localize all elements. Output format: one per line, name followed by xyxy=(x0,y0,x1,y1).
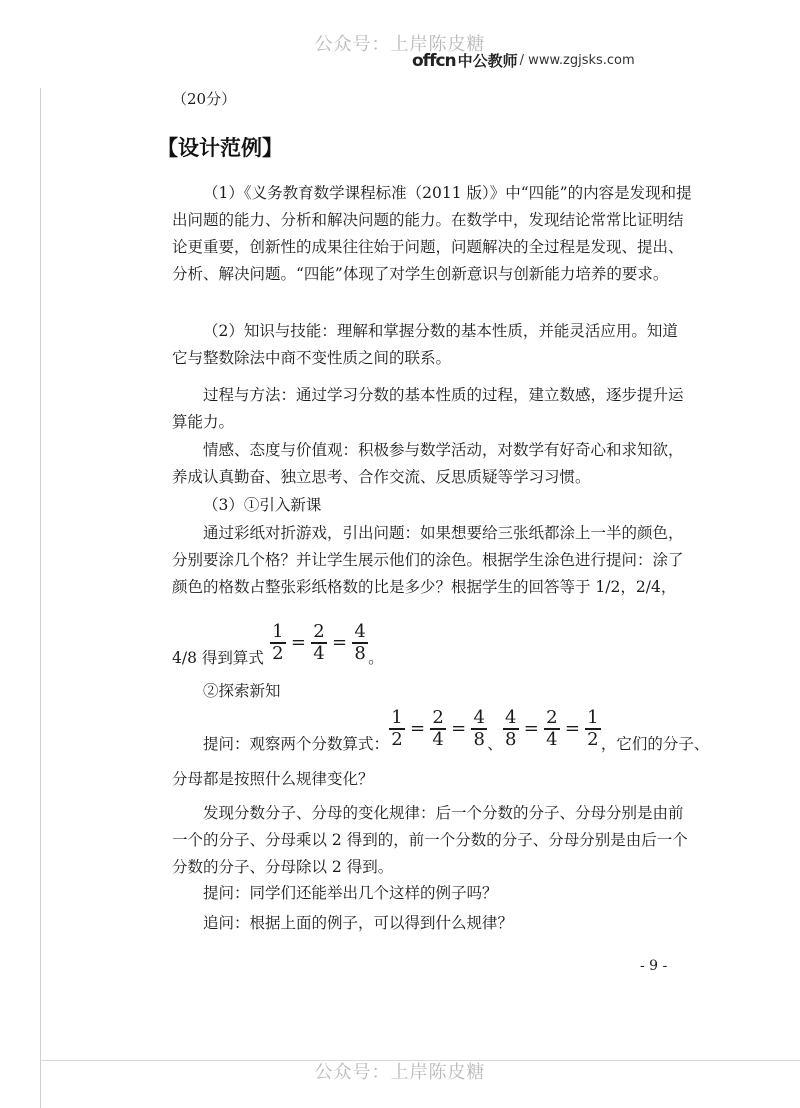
paragraph-rule-discovery: 发现分数分子、分母的变化规律：后一个分数的分子、分母分别是由前一个的分子、分母乘以 2 得到的，前一个分数的分子、分母分别是由后一个分数的分子、分母除以 2 得到。 xyxy=(172,804,688,876)
equals-sign: = xyxy=(564,718,580,740)
brand-logo: offcn xyxy=(412,50,456,71)
fraction-equation-3 xyxy=(503,708,601,750)
paragraph-intro-activity: 通过彩纸对折游戏，引出问题：如果想要给三张纸都涂上一半的颜色，分别要涂几个格？并让学生展示他们的涂色。根据学生涂色进行提问：涂了颜色的格数占整张彩纸格数的比是多少？根据学生的回答等于 1/2，2/4， xyxy=(172,524,684,596)
equation-prefix: 4/8 得到算式 xyxy=(172,648,264,667)
watermark-top: 公众号：上岸陈皮糖 xyxy=(314,34,486,55)
fraction xyxy=(352,622,368,664)
equals-sign: = xyxy=(331,632,348,654)
fraction-denominator: 4 xyxy=(546,728,558,750)
equation-line-2 xyxy=(172,707,763,760)
brand-name: 中公教师 xyxy=(457,52,518,70)
fraction-denominator: 2 xyxy=(587,728,599,750)
paragraph-intro-heading: （3）①引入新课 xyxy=(203,496,322,514)
fraction-numerator: 2 xyxy=(313,621,325,642)
page-edge xyxy=(40,88,41,1108)
section-heading: 【设计范例】 xyxy=(157,136,283,160)
paragraph-question-examples: 提问：同学们还能举出几个这样的例子吗？ xyxy=(203,884,498,902)
equals-sign: = xyxy=(451,718,467,740)
fraction xyxy=(389,708,405,750)
question-separator: 、 xyxy=(487,734,503,753)
fraction-denominator: 8 xyxy=(473,728,485,750)
fraction xyxy=(585,708,601,750)
paragraph-process-method: 过程与方法：通过学习分数的基本性质的过程，建立数感，逐步提升运算能力。 xyxy=(172,386,684,431)
fraction-numerator: 4 xyxy=(354,621,366,642)
equation-line-1 xyxy=(172,621,772,674)
watermark-bottom: 公众号：上岸陈皮糖 xyxy=(314,1062,486,1083)
paragraph-rule-question: 分母都是按照什么规律变化？ xyxy=(172,770,374,788)
fraction-equation-2 xyxy=(389,708,487,750)
brand-url: / www.zgjsks.com xyxy=(519,53,635,68)
fraction-denominator: 4 xyxy=(313,642,325,664)
fraction-numerator: 4 xyxy=(504,707,517,728)
equals-sign: = xyxy=(410,718,426,740)
fraction xyxy=(471,708,487,750)
score-label: （20分） xyxy=(172,90,237,108)
question-prefix: 提问：观察两个分数算式： xyxy=(203,734,390,753)
paragraph-explore-heading: ②探索新知 xyxy=(203,682,281,700)
brand-header xyxy=(412,50,635,71)
page-number: - 9 - xyxy=(640,958,668,974)
fraction-denominator: 4 xyxy=(432,728,444,750)
equals-sign: = xyxy=(523,718,539,740)
equation-suffix: 。 xyxy=(368,648,384,667)
fraction xyxy=(311,622,327,664)
fraction-numerator: 1 xyxy=(391,707,403,728)
fraction xyxy=(430,708,446,750)
question-suffix: ，它们的分子、 xyxy=(600,734,710,753)
paragraph-attitude-values: 情感、态度与价值观：积极参与数学活动，对数学有好奇心和求知欲，养成认真勤奋、独立思考、合作交流、反思质疑等学习习惯。 xyxy=(172,441,684,486)
fraction-numerator: 2 xyxy=(546,707,558,728)
fraction xyxy=(503,708,519,750)
fraction-denominator: 2 xyxy=(391,728,403,750)
paragraph-follow-up: 追问：根据上面的例子，可以得到什么规律？ xyxy=(203,914,514,932)
fraction-numerator: 1 xyxy=(587,707,599,728)
fraction-numerator: 4 xyxy=(473,707,485,728)
fraction-denominator: 8 xyxy=(504,728,517,750)
fraction-denominator: 8 xyxy=(354,642,366,664)
paragraph-four-abilities: （1）《义务教育数学课程标准（2011 版）》中“四能”的内容是发现和提出问题的能力、分析和解决问题的能力。在数学中，发现结论常常比证明结论更重要，创新性的成果往往始于问题，问题解决的全过程是发现、提出、分析、解决问题。“四能”体现了对学生创新意识与创新能力培养的要求。 xyxy=(172,184,692,283)
fraction xyxy=(544,708,560,750)
fraction xyxy=(270,622,286,664)
fraction-equation-1 xyxy=(270,622,368,664)
paragraph-knowledge-skills: （2）知识与技能：理解和掌握分数的基本性质，并能灵活应用。知道它与整数除法中商不变性质之间的联系。 xyxy=(172,322,678,367)
fraction-numerator: 2 xyxy=(432,707,444,728)
fraction-numerator: 1 xyxy=(272,621,284,642)
equals-sign: = xyxy=(290,632,306,654)
fraction-denominator: 2 xyxy=(272,642,284,664)
